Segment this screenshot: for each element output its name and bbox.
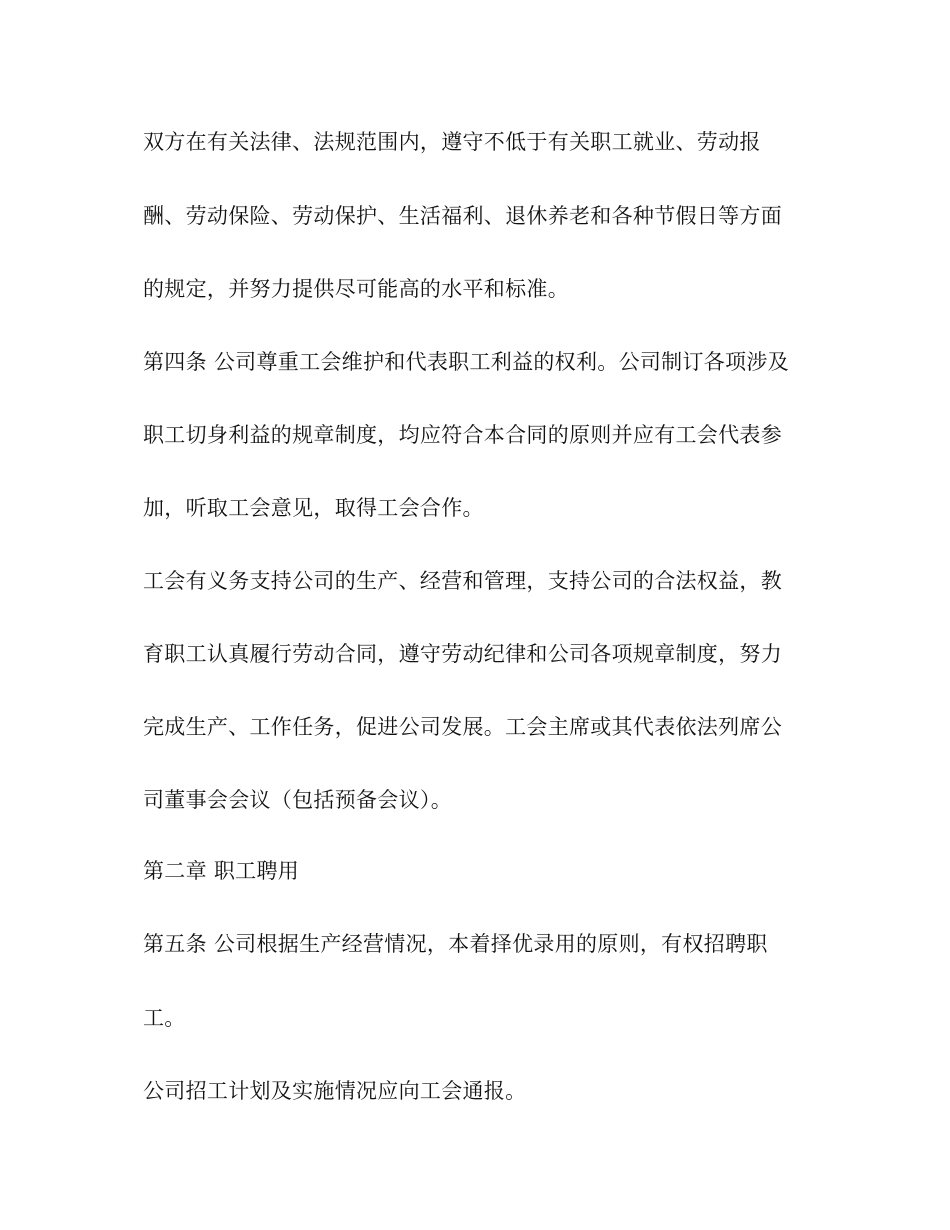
chapter-2-heading: 第二章 职工聘用 xyxy=(143,859,300,883)
text-line: 司董事会会议（包括预备会议）。 xyxy=(143,788,452,812)
article-4-heading-line: 第四条 公司尊重工会维护和代表职工利益的权利。公司制订各项涉及 xyxy=(143,350,789,374)
text-line: 双方在有关法律、法规范围内，遵守不低于有关职工就业、劳动报 xyxy=(143,130,761,154)
text-line: 工会有义务支持公司的生产、经营和管理，支持公司的合法权益，教 xyxy=(143,569,782,593)
text-line: 公司招工计划及实施情况应向工会通报。 xyxy=(143,1079,527,1103)
text-line: 职工切身利益的规章制度，均应符合本合同的原则并应有工会代表参 xyxy=(143,423,782,447)
text-line: 的规定，并努力提供尽可能高的水平和标准。 xyxy=(143,277,569,301)
text-line: 工。 xyxy=(143,1006,186,1030)
text-line: 育职工认真履行劳动合同，遵守劳动纪律和公司各项规章制度，努力 xyxy=(143,642,782,666)
text-line: 酬、劳动保险、劳动保护、生活福利、退休养老和各种节假日等方面 xyxy=(143,204,782,228)
article-5-heading-line: 第五条 公司根据生产经营情况，本着择优录用的原则，有权招聘职 xyxy=(143,932,768,956)
text-line: 加，听取工会意见，取得工会合作。 xyxy=(143,496,484,520)
text-line: 完成生产、工作任务，促进公司发展。工会主席或其代表依法列席公 xyxy=(143,715,782,739)
